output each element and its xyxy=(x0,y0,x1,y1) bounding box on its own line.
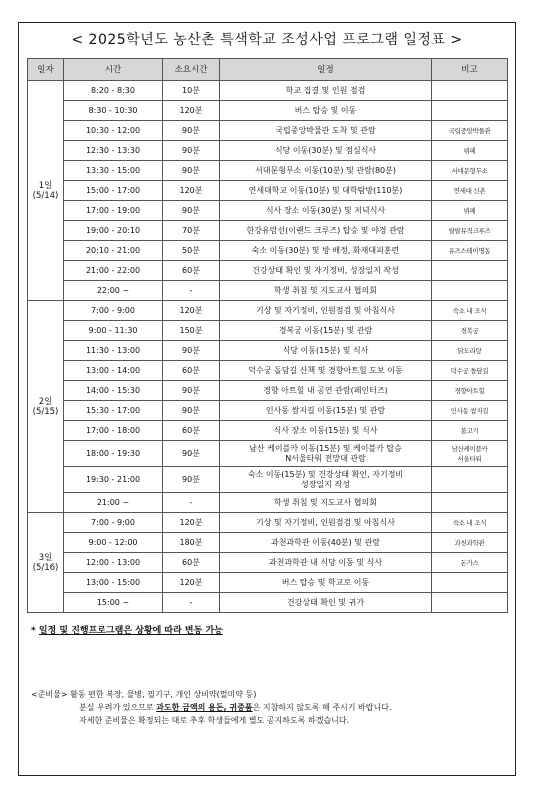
day-label-wrap xyxy=(28,397,63,417)
day-date: (5/15) xyxy=(32,406,59,417)
table-row xyxy=(28,341,508,361)
duration-cell: 90분 xyxy=(163,467,220,493)
day-label: 3일 xyxy=(38,552,53,563)
duration-cell: 120분 xyxy=(163,513,220,533)
time-cell: 13:30 - 15:00 xyxy=(64,161,163,181)
time-cell: 12:30 - 13:30 xyxy=(64,141,163,161)
time-cell: 19:30 - 21:00 xyxy=(64,467,163,493)
schedule-cell xyxy=(220,441,432,467)
table-row xyxy=(28,401,508,421)
duration-cell: 90분 xyxy=(163,381,220,401)
schedule-cell xyxy=(220,261,432,281)
prep-line-2-post: 은 지참하지 않도록 해 주시기 바랍니다. xyxy=(252,703,392,712)
table-row xyxy=(28,513,508,533)
schedule-cell xyxy=(220,421,432,441)
prep-line-2 xyxy=(31,701,392,714)
duration-cell: 120분 xyxy=(163,573,220,593)
header-note: 비고 xyxy=(432,59,508,81)
schedule-text-2: 성장일지 작성 xyxy=(301,479,350,489)
table-row xyxy=(28,261,508,281)
note-text: 인사동 쌈지길 xyxy=(450,406,489,415)
note-cell xyxy=(432,101,508,121)
schedule-text: 학생 취침 및 지도교사 협의회 xyxy=(274,497,377,507)
table-row xyxy=(28,301,508,321)
note-text: 경복궁 xyxy=(460,326,479,335)
schedule-text: 숙소 이동(30분) 및 방 배정, 화재대피훈련 xyxy=(251,245,400,255)
table-row xyxy=(28,141,508,161)
note-text: 연세대 신촌 xyxy=(453,186,486,195)
schedule-cell xyxy=(220,241,432,261)
time-cell: 7:00 - 9:00 xyxy=(64,513,163,533)
time-cell: 15:00 - 17:00 xyxy=(64,181,163,201)
schedule-cell xyxy=(220,221,432,241)
duration-cell: 60분 xyxy=(163,421,220,441)
note-text: 과천과학관 xyxy=(454,538,485,547)
day-label-wrap xyxy=(28,553,63,573)
duration-cell: 90분 xyxy=(163,341,220,361)
schedule-text: 건강상태 확인 및 귀가 xyxy=(286,597,365,607)
schedule-cell xyxy=(220,121,432,141)
note-cell xyxy=(432,81,508,101)
table-row xyxy=(28,241,508,261)
table-row xyxy=(28,281,508,301)
duration-cell: 180분 xyxy=(163,533,220,553)
duration-cell: - xyxy=(163,593,220,613)
table-row xyxy=(28,181,508,201)
header-duration: 소요시간 xyxy=(163,59,220,81)
time-cell: 14:00 - 15:30 xyxy=(64,381,163,401)
schedule-text: 한강유람선(이랜드 크루즈) 탑승 및 야경 관람 xyxy=(246,225,405,235)
schedule-cell xyxy=(220,201,432,221)
duration-cell: 90분 xyxy=(163,141,220,161)
time-cell: 8:30 - 10:30 xyxy=(64,101,163,121)
day-date: (5/14) xyxy=(32,190,59,201)
note-cell xyxy=(432,161,508,181)
duration-cell: 50분 xyxy=(163,241,220,261)
schedule-text: 덕수궁 돌담길 산책 및 경향아트힐 도보 이동 xyxy=(248,365,403,375)
table-row xyxy=(28,161,508,181)
table-row xyxy=(28,467,508,493)
table-row xyxy=(28,201,508,221)
note-cell xyxy=(432,301,508,321)
schedule-text: 식사 장소 이동(15분) 및 식사 xyxy=(273,425,378,435)
schedule-cell xyxy=(220,301,432,321)
note-text: 서대문형무소 xyxy=(451,166,488,175)
schedule-cell xyxy=(220,321,432,341)
table-row xyxy=(28,593,508,613)
schedule-text: 버스 탑승 및 학교로 이동 xyxy=(281,577,370,587)
footnote-bullet: * xyxy=(31,626,36,636)
schedule-cell xyxy=(220,513,432,533)
schedule-cell xyxy=(220,141,432,161)
note-text: 남산케이블카 xyxy=(451,444,488,453)
day-label: 1일 xyxy=(38,180,53,191)
day-cell xyxy=(28,513,64,613)
duration-cell: 60분 xyxy=(163,261,220,281)
note-cell xyxy=(432,553,508,573)
table-row xyxy=(28,441,508,467)
note-text: 불고기 xyxy=(460,426,479,435)
time-cell: 13:00 - 14:00 xyxy=(64,361,163,381)
table-row xyxy=(28,221,508,241)
time-cell: 20:10 - 21:00 xyxy=(64,241,163,261)
time-cell: 7:00 - 9:00 xyxy=(64,301,163,321)
note-cell xyxy=(432,181,508,201)
schedule-text: 연세대학교 이동(10분) 및 대학탐방(110분) xyxy=(248,185,403,195)
schedule-text: 식사 장소 이동(30분) 및 저녁식사 xyxy=(265,205,386,215)
day-cell xyxy=(28,301,64,513)
schedule-text: 국립중앙박물관 도착 및 관람 xyxy=(275,125,376,135)
table-row xyxy=(28,361,508,381)
schedule-text: 남산 케이블카 이동(15분) 및 케이블카 탑승 xyxy=(249,443,402,453)
table-row xyxy=(28,533,508,553)
duration-cell: 60분 xyxy=(163,361,220,381)
time-cell: 15:30 - 17:00 xyxy=(64,401,163,421)
time-cell: 9:00 - 12:00 xyxy=(64,533,163,553)
time-cell: 22:00 ~ xyxy=(64,281,163,301)
schedule-text: 기상 및 자기정비, 인원점검 및 아침식사 xyxy=(256,305,395,315)
table-row xyxy=(28,421,508,441)
duration-cell: 60분 xyxy=(163,553,220,573)
duration-cell: - xyxy=(163,281,220,301)
header-schedule: 일정 xyxy=(220,59,432,81)
note-text-2: 서울타워 xyxy=(457,454,482,463)
prep-line-3: 자세한 준비물은 확정되는 대로 추후 학생들에게 별도 공지하도록 하겠습니다. xyxy=(79,716,350,725)
time-cell: 8:20 - 8:30 xyxy=(64,81,163,101)
duration-cell: 150분 xyxy=(163,321,220,341)
note-cell xyxy=(432,467,508,493)
footnote xyxy=(31,623,223,636)
time-cell: 11:30 - 13:00 xyxy=(64,341,163,361)
note-text: 닭도리탕 xyxy=(457,346,482,355)
schedule-cell xyxy=(220,161,432,181)
duration-cell: 120분 xyxy=(163,181,220,201)
page-title: < 2025학년도 농산촌 특색학교 조성사업 프로그램 일정표 > xyxy=(71,32,463,48)
schedule-text: 과천과학관 이동(40분) 및 관람 xyxy=(270,537,381,547)
schedule-cell xyxy=(220,533,432,553)
schedule-text-2: N서울타워 전망대 관람 xyxy=(285,453,366,463)
duration-cell: 10분 xyxy=(163,81,220,101)
table-header-row xyxy=(28,59,508,81)
table-row xyxy=(28,81,508,101)
note-cell xyxy=(432,421,508,441)
note-cell xyxy=(432,281,508,301)
schedule-cell xyxy=(220,593,432,613)
note-cell xyxy=(432,261,508,281)
table-row xyxy=(28,101,508,121)
note-cell xyxy=(432,321,508,341)
schedule-cell xyxy=(220,381,432,401)
time-cell: 9:00 - 11:30 xyxy=(64,321,163,341)
table-row xyxy=(28,553,508,573)
prep-line-2-bold: 과도한 금액의 용돈, 귀중품 xyxy=(156,703,253,712)
schedule-text: 과천과학관 내 식당 이동 및 식사 xyxy=(268,557,383,567)
time-cell: 12:00 - 13:00 xyxy=(64,553,163,573)
note-cell xyxy=(432,381,508,401)
note-cell xyxy=(432,241,508,261)
duration-cell: 120분 xyxy=(163,101,220,121)
schedule-text: 식당 이동(15분) 및 식사 xyxy=(282,345,369,355)
schedule-text: 건강상태 확인 및 자기정비, 성장일지 작성 xyxy=(252,265,399,275)
schedule-text: 서대문형무소 이동(10분) 및 관람(80분) xyxy=(255,165,396,175)
table-row xyxy=(28,493,508,513)
schedule-cell xyxy=(220,553,432,573)
schedule-cell xyxy=(220,493,432,513)
note-cell xyxy=(432,513,508,533)
table-row xyxy=(28,573,508,593)
footnote-text: 일정 및 진행프로그램은 상황에 따라 변동 가능 xyxy=(38,626,223,636)
note-text: 랄랄뮤직크루즈 xyxy=(448,226,491,235)
time-cell: 10:30 - 12:00 xyxy=(64,121,163,141)
schedule-text: 숙소 이동(15분) 및 건강상태 확인, 자기정비 xyxy=(247,469,404,479)
time-cell: 17:00 - 18:00 xyxy=(64,421,163,441)
prep-items: 활동 편한 복장, 물병, 필기구, 개인 상비약(멀미약 등) xyxy=(70,690,257,699)
schedule-cell xyxy=(220,401,432,421)
table-row xyxy=(28,121,508,141)
schedule-text: 경향 아트힐 내 공연 관람(페인터즈) xyxy=(263,385,388,395)
note-cell xyxy=(432,401,508,421)
schedule-cell xyxy=(220,341,432,361)
note-text: 국립중앙박물관 xyxy=(448,126,491,135)
schedule-cell xyxy=(220,361,432,381)
duration-cell: 70분 xyxy=(163,221,220,241)
note-text: 경향아트힐 xyxy=(454,386,485,395)
schedule-text: 식당 이동(30분) 및 점심식사 xyxy=(274,145,377,155)
note-cell xyxy=(432,121,508,141)
schedule-cell xyxy=(220,181,432,201)
schedule-text: 경복궁 이동(15분) 및 관람 xyxy=(278,325,373,335)
schedule-cell xyxy=(220,467,432,493)
note-text: 유즈스테이명동 xyxy=(448,246,491,255)
time-cell: 19:00 - 20:10 xyxy=(64,221,163,241)
prep-line-1 xyxy=(31,688,392,701)
note-cell xyxy=(432,593,508,613)
time-cell: 18:00 - 19:30 xyxy=(64,441,163,467)
note-cell xyxy=(432,573,508,593)
note-text: 숙소 내 조식 xyxy=(452,518,487,527)
note-cell xyxy=(432,441,508,467)
time-cell: 15:00 ~ xyxy=(64,593,163,613)
note-text: 뷔페 xyxy=(463,146,476,155)
day-cell xyxy=(28,81,64,301)
note-cell xyxy=(432,201,508,221)
duration-cell: - xyxy=(163,493,220,513)
note-text: 숙소 내 조식 xyxy=(452,306,487,315)
note-text: 돈가스 xyxy=(460,558,479,567)
time-cell: 21:00 - 22:00 xyxy=(64,261,163,281)
duration-cell: 120분 xyxy=(163,301,220,321)
preparation-section xyxy=(31,688,392,727)
duration-cell: 90분 xyxy=(163,121,220,141)
day-label-wrap xyxy=(28,181,63,201)
schedule-text: 버스 탑승 및 이동 xyxy=(294,105,357,115)
note-cell xyxy=(432,341,508,361)
prep-line-2-pre: 분실 우려가 있으므로 xyxy=(79,703,157,712)
duration-cell: 90분 xyxy=(163,441,220,467)
schedule-text: 인사동 쌈지길 이동(15분) 및 관람 xyxy=(265,405,386,415)
schedule-text: 기상 및 자기정비, 인원점검 및 아침식사 xyxy=(256,517,395,527)
duration-cell: 90분 xyxy=(163,161,220,181)
time-cell: 13:00 - 15:00 xyxy=(64,573,163,593)
duration-cell: 90분 xyxy=(163,401,220,421)
note-text: 뷔페 xyxy=(463,206,476,215)
note-cell xyxy=(432,533,508,553)
prep-label: <준비물> xyxy=(31,690,68,699)
note-cell xyxy=(432,221,508,241)
header-time: 시간 xyxy=(64,59,163,81)
schedule-text: 학교 집결 및 인원 점검 xyxy=(285,85,366,95)
schedule-table xyxy=(27,58,508,613)
day-label: 2일 xyxy=(38,396,53,407)
note-text: 덕수궁 돌담길 xyxy=(450,366,489,375)
time-cell: 21:00 ~ xyxy=(64,493,163,513)
schedule-cell xyxy=(220,281,432,301)
table-row xyxy=(28,381,508,401)
day-date: (5/16) xyxy=(32,562,59,573)
table-row xyxy=(28,321,508,341)
schedule-cell xyxy=(220,101,432,121)
schedule-cell xyxy=(220,573,432,593)
schedule-text: 학생 취침 및 지도교사 협의회 xyxy=(274,285,377,295)
schedule-cell xyxy=(220,81,432,101)
note-cell xyxy=(432,493,508,513)
header-date: 일자 xyxy=(28,59,64,81)
note-cell xyxy=(432,141,508,161)
time-cell: 17:00 - 19:00 xyxy=(64,201,163,221)
duration-cell: 90분 xyxy=(163,201,220,221)
note-cell xyxy=(432,361,508,381)
